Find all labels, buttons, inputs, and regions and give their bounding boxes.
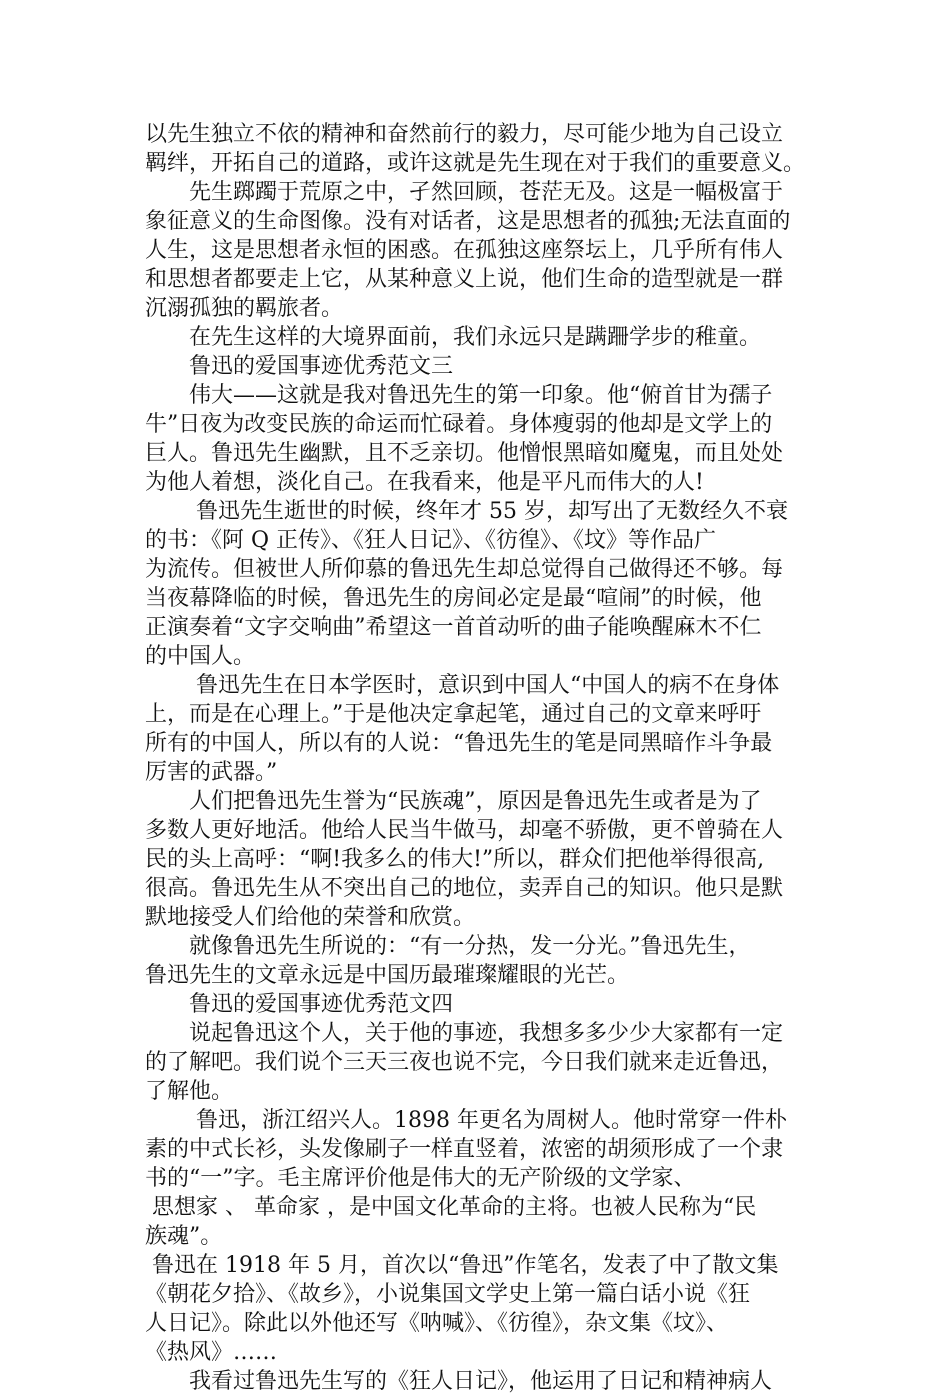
text-line: 沉溺孤独的羁旅者。	[145, 296, 344, 321]
text-line: 的中国人。	[145, 644, 256, 669]
text-line: 的了解吧。我们说个三天三夜也说不完，今日我们就来走近鲁迅，	[145, 1050, 784, 1075]
text-line: 当夜幕降临的时候，鲁迅先生的房间必定是最“喧闹”的时候，他	[145, 586, 762, 611]
text-line: 所有的中国人，所以有的人说：“鲁迅先生的笔是同黑暗作斗争最	[145, 731, 773, 756]
text-line: 《朝花夕拾》、《故乡》，小说集国文学史上第一篇白话小说《狂	[145, 1282, 751, 1307]
text-line: 素的中式长衫，头发像刷子一样直竖着，浓密的胡须形成了一个隶	[145, 1137, 784, 1162]
text-line: 上，而是在心理上。”于是他决定拿起笔，通过自己的文章来呼吁	[145, 702, 762, 727]
text-line: 《热风》……	[145, 1340, 278, 1365]
text-line: 巨人。鲁迅先生幽默，且不乏亲切。他憎恨黑暗如魔鬼，而且处处	[145, 441, 784, 466]
text-line: 象征意义的生命图像。没有对话者，这是思想者的孤独;无法直面的	[145, 209, 791, 234]
text-line: 正演奏着“文字交响曲”希望这一首首动听的曲子能唤醒麻木不仁	[145, 615, 762, 640]
section-heading: 鲁迅的爱国事迹优秀范文四	[145, 992, 454, 1017]
text-line: 思想家 、 革命家 ，是中国文化革命的主将。也被人民称为“民	[145, 1195, 757, 1220]
text-line: 了解他。	[145, 1079, 234, 1104]
text-line: 说起鲁迅这个人，关于他的事迹，我想多多少少大家都有一定	[145, 1021, 784, 1046]
text-line: 鲁迅，浙江绍兴人。1898 年更名为周树人。他时常穿一件朴	[145, 1108, 787, 1133]
text-line: 默地接受人们给他的荣誉和欣赏。	[145, 905, 476, 930]
text-line: 以先生独立不依的精神和奋然前行的毅力，尽可能少地为自己设立	[145, 122, 784, 147]
text-line: 就像鲁迅先生所说的：“有一分热，发一分光。”鲁迅先生，	[145, 934, 751, 959]
text-line: 多数人更好地活。他给人民当牛做马，却毫不骄傲，更不曾骑在人	[145, 818, 784, 843]
text-line: 书的“一”字。毛主席评价他是伟大的无产阶级的文学家、	[145, 1166, 696, 1191]
text-line: 羁绊，开拓自己的道路，或许这就是先生现在对于我们的重要意义。	[145, 151, 806, 176]
text-line: 人日记》。除此以外他还写《呐喊》、《彷徨》，杂文集《坟》、	[145, 1311, 729, 1336]
document-body	[145, 120, 813, 1396]
text-line: 和思想者都要走上它，从某种意义上说，他们生命的造型就是一群	[145, 267, 784, 292]
text-line: 伟大——这就是我对鲁迅先生的第一印象。他“俯首甘为孺子	[145, 383, 773, 408]
text-line: 民的头上高呼：“啊!我多么的伟大!”所以，群众们把他举得很高,	[145, 847, 765, 872]
text-line: 族魂”。	[145, 1224, 223, 1249]
text-line: 牛”日夜为改变民族的命运而忙碌着。身体瘦弱的他却是文学上的	[145, 412, 773, 437]
text-line: 鲁迅先生逝世的时候，终年才 55 岁，却写出了无数经久不衰	[145, 499, 788, 524]
text-line: 人们把鲁迅先生誉为“民族魂”，原因是鲁迅先生或者是为了	[145, 789, 762, 814]
text-line: 的书：《阿 Q 正传》、《狂人日记》、《彷徨》、《坟》等作品广	[145, 528, 717, 553]
text-line: 在先生这样的大境界面前，我们永远只是蹒跚学步的稚童。	[145, 325, 762, 350]
text-line: 为流传。但被世人所仰慕的鲁迅先生却总觉得自己做得还不够。每	[145, 557, 784, 582]
text-line: 鲁迅先生的文章永远是中国历最璀璨耀眼的光芒。	[145, 963, 630, 988]
text-line: 我看过鲁迅先生写的《狂人日记》，他运用了日记和精神病人	[145, 1369, 773, 1394]
text-line: 鲁迅在 1918 年 5 月，首次以“鲁迅”作笔名，发表了中了散文集	[145, 1253, 779, 1278]
text-line: 先生踯躅于荒原之中，孑然回顾，苍茫无及。这是一幅极富于	[145, 180, 784, 205]
text-line: 厉害的武器。”	[145, 760, 278, 785]
text-line: 很高。鲁迅先生从不突出自己的地位，卖弄自己的知识。他只是默	[145, 876, 784, 901]
text-line: 为他人着想，淡化自己。在我看来，他是平凡而伟大的人!	[145, 470, 704, 495]
text-line: 鲁迅先生在日本学医时，意识到中国人“中国人的病不在身体	[145, 673, 780, 698]
section-heading: 鲁迅的爱国事迹优秀范文三	[145, 354, 454, 379]
text-line: 人生，这是思想者永恒的困惑。在孤独这座祭坛上，几乎所有伟人	[145, 238, 784, 263]
